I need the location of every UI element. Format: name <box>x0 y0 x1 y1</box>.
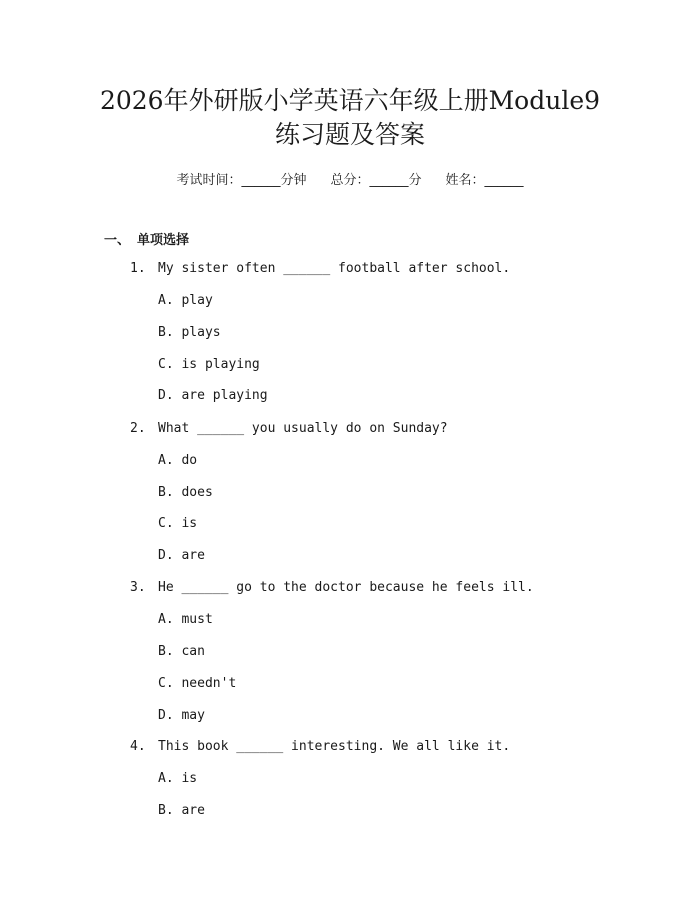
document-title-line-2: 练习题及答案 <box>274 120 425 149</box>
question-number: 1. <box>130 261 146 276</box>
answer-option: D. are <box>158 548 205 563</box>
document-title-line-1: 2026年外研版小学英语六年级上册Module9 <box>99 86 601 115</box>
question-text: He ______ go to the doctor because he feels ill. <box>158 580 534 595</box>
answer-option: C. is <box>158 516 198 531</box>
answer-option: A. do <box>158 453 198 468</box>
student-name-label: 姓名：______ <box>445 173 524 188</box>
section-number: 一、 <box>104 233 131 248</box>
answer-option: D. may <box>158 708 205 723</box>
question-number: 4. <box>130 739 146 754</box>
answer-option: C. is playing <box>158 357 260 372</box>
answer-option: A. play <box>158 293 213 308</box>
exam-info <box>0 169 700 188</box>
answer-option: A. must <box>158 612 213 627</box>
question-text: My sister often ______ football after school. <box>158 261 511 276</box>
answer-option: B. can <box>158 644 205 659</box>
question-text: This book ______ interesting. We all like it. <box>158 739 511 754</box>
section-heading <box>104 229 189 248</box>
answer-option: B. plays <box>158 325 221 340</box>
answer-option: B. does <box>158 485 213 500</box>
answer-option: B. are <box>158 803 205 818</box>
total-score-label: 总分：______分 <box>330 173 422 188</box>
section-title: 单项选择 <box>137 233 190 248</box>
answer-option: D. are playing <box>158 388 268 403</box>
question-number: 2. <box>130 421 146 436</box>
question-number: 3. <box>130 580 146 595</box>
answer-option: A. is <box>158 771 198 786</box>
question-text: What ______ you usually do on Sunday? <box>158 421 448 436</box>
exam-time-label: 考试时间：______分钟 <box>176 173 307 188</box>
answer-option: C. needn't <box>158 676 237 691</box>
